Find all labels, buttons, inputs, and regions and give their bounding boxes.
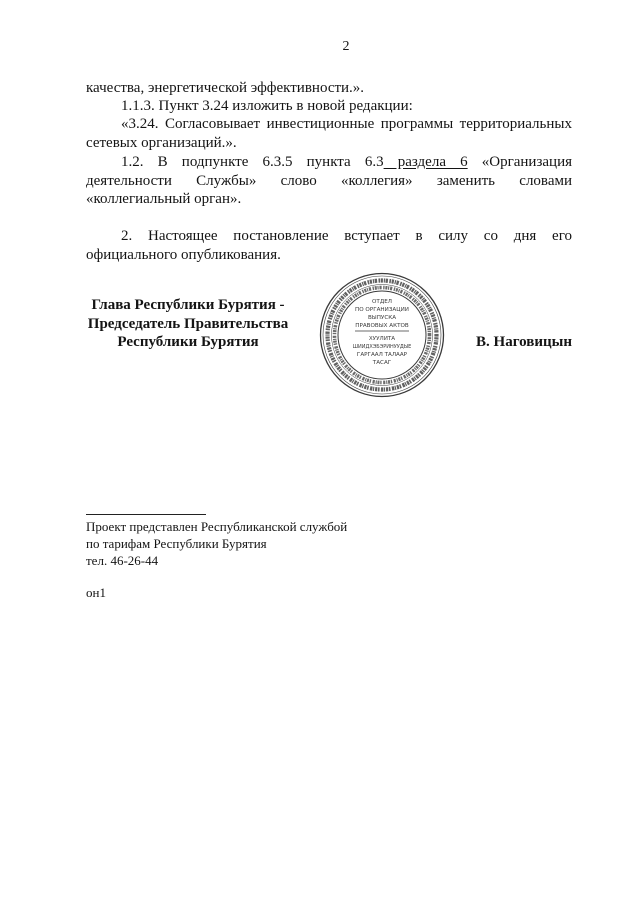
body-line: 2. Настоящее постановление вступает в силу со дня его [121,228,572,244]
seal-text-line: ХУУЛИТА [368,336,396,342]
seal-text-line: ПО ОРГАНИЗАЦИИ [355,307,409,313]
body-line: сетевых организаций.». [86,135,237,151]
page-number: 2 [342,39,350,54]
body-line: «коллегиальный орган». [86,191,242,207]
seal-text-line: ГАРГААЛ ТАЛААР [356,352,408,358]
body-text-segment: «Организация [467,154,572,170]
footnote-separator [86,514,206,515]
seal-text-line: ОТДЕЛ [372,299,392,305]
body-line [121,153,572,171]
underlined-reference: раздела 6 [383,154,468,170]
body-line: официального опубликования. [86,247,281,263]
body-line: 1.1.3. Пункт 3.24 изложить в новой редакции: [121,98,413,114]
seal-text-line: ШИИДХЭБЭРИНУУДЫЕ [352,344,412,350]
signatory-title-line: Глава Республики Бурятия - [91,297,285,313]
signatory-name: В. Наговицын [476,334,572,350]
signatory-title-line: Республики Бурятия [117,334,259,350]
seal-text-line: ПРАВОВЫХ АКТОВ [355,323,409,329]
seal-text-line: ВЫПУСКА [367,315,397,321]
footnote-line: Проект представлен Республиканской службой [86,519,348,534]
body-line: деятельности Службы» слово «коллегия» заменить словами [86,173,572,189]
body-text-segment: 1.2. В подпункте 6.3.5 пункта 6.3 [121,154,384,170]
footnote-line: тел. 46-26-44 [86,553,159,568]
document-code: он1 [86,585,106,600]
body-line: «3.24. Согласовывает инвестиционные программы территориальных [121,116,572,132]
seal-text-line: ТАСАГ [372,360,392,366]
official-seal [319,272,445,398]
footnote-line: по тарифам Республики Бурятия [86,536,267,551]
body-line: качества, энергетической эффективности.». [86,80,365,96]
signatory-title-line: Председатель Правительства [87,316,289,332]
